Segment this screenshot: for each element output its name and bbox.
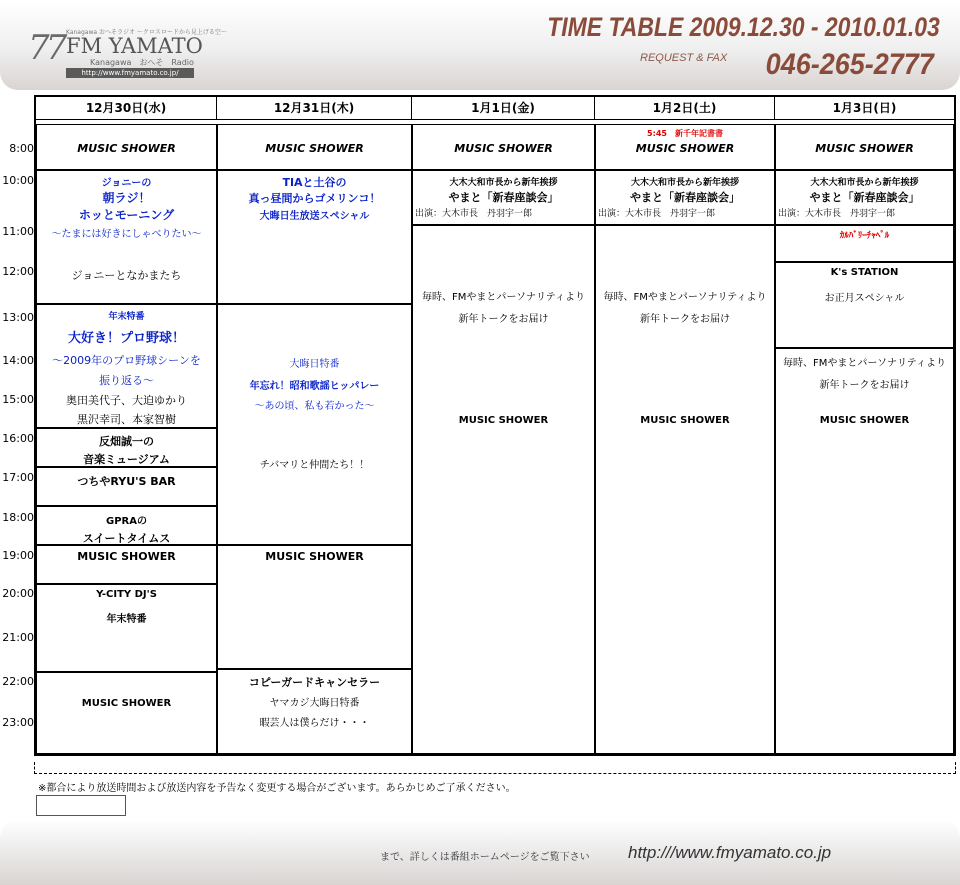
- day-header: 12月30日(水): [36, 97, 217, 120]
- program-block[interactable]: [775, 348, 954, 754]
- program-block[interactable]: [775, 225, 954, 262]
- program-title: 朝ラジ！: [102, 191, 151, 205]
- program-block[interactable]: [217, 545, 412, 669]
- program-block[interactable]: [36, 467, 217, 506]
- program-block[interactable]: [217, 170, 412, 304]
- program-block[interactable]: [36, 124, 217, 170]
- program-line: 大晦日生放送スペシャル: [259, 211, 370, 222]
- time-label: 22:00: [2, 675, 34, 688]
- time-label: 11:00: [2, 225, 34, 238]
- program-block[interactable]: [36, 506, 217, 545]
- program-line: 出演：大木市長 丹羽宇一郎: [415, 209, 533, 219]
- program-line: お正月スペシャル: [824, 293, 905, 304]
- program-title: やまと「新春座談会」: [809, 191, 920, 204]
- program-block[interactable]: [217, 304, 412, 545]
- program-line: 5:45 新千年記書書: [647, 129, 723, 138]
- program-title: 大好き！プロ野球！: [67, 331, 185, 346]
- program-line: 奥田美代子、大迫ゆかり: [66, 394, 187, 407]
- logo-subtitle: Kanagawa おへそ Radio: [90, 58, 194, 67]
- time-label: 14:00: [2, 354, 34, 367]
- program-title: MUSIC SHOWER: [265, 142, 364, 155]
- program-title: スイートタイムス: [82, 532, 171, 545]
- program-line: チバマリと仲間たち！！: [259, 460, 370, 471]
- program-title: MUSIC SHOWER: [265, 550, 364, 563]
- footer-url-link[interactable]: http:///www.fmyamato.co.jp: [628, 843, 832, 862]
- program-title: 年忘れ！昭和歌謡ヒッパレー: [249, 381, 380, 392]
- program-title: MUSIC SHOWER: [454, 142, 553, 155]
- program-title: ホッとモーニング: [78, 208, 175, 222]
- program-title: 反畑誠一の: [99, 435, 154, 448]
- time-label: 17:00: [2, 471, 34, 484]
- timetable-grid: [34, 95, 956, 756]
- time-label: 13:00: [2, 311, 34, 324]
- program-title: MUSIC SHOWER: [640, 415, 730, 426]
- time-label: 23:00: [2, 716, 34, 729]
- program-block[interactable]: [217, 669, 412, 754]
- program-line: 大木大和市長から新年挨拶: [630, 178, 739, 188]
- program-line: 新年トークをお届け: [819, 380, 910, 391]
- program-title: MUSIC SHOWER: [819, 415, 910, 426]
- program-title: ｶﾙﾊﾞﾘｰﾁｬﾍﾟﾙ: [839, 231, 890, 241]
- program-line: ヤマカジ大晦日特番: [269, 698, 360, 709]
- program-title: 年末特番: [106, 614, 147, 625]
- program-line: 毎時、FMやまとパーソナリティより: [603, 292, 767, 303]
- program-line: 新年トークをお届け: [640, 314, 730, 325]
- dashed-divider: [34, 762, 956, 774]
- program-block[interactable]: [775, 170, 954, 225]
- program-title: GPRAの: [106, 516, 147, 527]
- program-line: 振り返る～: [99, 374, 154, 387]
- program-line: 出演：大木市長 丹羽宇一郎: [598, 209, 716, 219]
- day-header: 12月31日(木): [217, 97, 412, 120]
- page-title: TIME TABLE 2009.12.30 - 2010.01.03: [547, 12, 940, 42]
- program-block[interactable]: [412, 124, 595, 170]
- time-label: 21:00: [2, 631, 34, 644]
- program-block[interactable]: [412, 225, 595, 754]
- day-header: 1月2日(土): [595, 97, 775, 120]
- time-label: 16:00: [2, 432, 34, 445]
- program-line: ～あの頃、私も若かった～: [254, 401, 375, 412]
- logo-name: FM YAMATO: [66, 34, 203, 58]
- program-title: ジョニーとなかまたち: [71, 269, 182, 282]
- program-title: TIAと土谷の: [282, 176, 347, 189]
- program-title: やまと「新春座談会」: [630, 191, 740, 204]
- program-title: MUSIC SHOWER: [635, 142, 735, 155]
- program-line: 暇芸人は僕らだけ・・・: [259, 718, 370, 729]
- program-title: MUSIC SHOWER: [77, 142, 176, 155]
- day-header: 1月1日(金): [412, 97, 595, 120]
- logo-tagline: Kanagawa おへそラジオ ～クロスロードから見上げる空～: [66, 29, 227, 36]
- program-title: コピーガードキャンセラー: [248, 676, 381, 689]
- request-fax-label: REQUEST & FAX: [640, 52, 728, 64]
- program-title: MUSIC SHOWER: [815, 142, 914, 155]
- program-line: 大晦日特番: [289, 359, 340, 370]
- phone-number: 046-265-2777: [765, 48, 934, 81]
- program-block[interactable]: [775, 262, 954, 348]
- program-title: やまと「新春座談会」: [448, 191, 559, 204]
- program-title: 真っ昼間からゴメリンコ！: [248, 192, 381, 205]
- program-block[interactable]: [36, 672, 217, 754]
- fm-yamato-logo[interactable]: [22, 20, 227, 78]
- page-header: [0, 0, 960, 90]
- program-title: MUSIC SHOWER: [77, 550, 176, 563]
- logo-mark-icon: 77: [28, 28, 64, 68]
- program-line: 毎時、FMやまとパーソナリティより: [783, 358, 946, 369]
- program-title: MUSIC SHOWER: [458, 415, 549, 426]
- program-title: MUSIC SHOWER: [81, 698, 172, 709]
- program-line: 新年トークをお届け: [458, 314, 549, 325]
- program-line: 出演：大木市長 丹羽宇一郎: [778, 209, 896, 219]
- time-label: 20:00: [2, 587, 34, 600]
- program-block[interactable]: [775, 124, 954, 170]
- program-block[interactable]: [595, 170, 775, 225]
- program-block[interactable]: [595, 124, 775, 170]
- footer-text: まで、詳しくは番組ホームページをご覧下さい: [380, 852, 590, 863]
- program-line: 黒沢幸司、本家智樹: [77, 413, 176, 426]
- time-label: 12:00: [2, 265, 34, 278]
- blank-box: [36, 795, 126, 816]
- time-label: 10:00: [2, 174, 34, 187]
- program-title: 音楽ミュージアム: [83, 453, 170, 466]
- program-block[interactable]: [36, 545, 217, 584]
- program-block[interactable]: [36, 170, 217, 304]
- program-block[interactable]: [36, 428, 217, 467]
- program-line: 大木大和市長から新年挨拶: [810, 178, 919, 188]
- time-label: 15:00: [2, 393, 34, 406]
- program-title: K's STATION: [830, 267, 899, 278]
- program-block[interactable]: [412, 170, 595, 225]
- program-block[interactable]: [36, 304, 217, 428]
- day-header: 1月3日(日): [775, 97, 954, 120]
- disclaimer-note: ※都合により放送時間および放送内容を予告なく変更する場合がございます。あらかじめご了承ください。: [38, 783, 516, 794]
- program-line: ～2009年のプロ野球シーンを: [52, 354, 201, 367]
- program-title: Y-CITY DJ'S: [96, 589, 157, 600]
- program-line: ジョニーの: [101, 178, 152, 189]
- program-block[interactable]: [217, 124, 412, 170]
- program-line: 年末特番: [108, 312, 145, 322]
- time-label: 8:00: [9, 142, 34, 155]
- program-block[interactable]: [595, 225, 775, 754]
- program-title: つちやRYU'S BAR: [77, 475, 176, 488]
- program-line: 毎時、FMやまとパーソナリティより: [422, 292, 585, 303]
- logo-url[interactable]: http://www.fmyamato.co.jp/: [66, 68, 194, 78]
- program-line: ～たまには好きにしゃべりたい～: [51, 229, 202, 240]
- time-label: 19:00: [2, 549, 34, 562]
- time-label: 18:00: [2, 511, 34, 524]
- program-block[interactable]: [36, 584, 217, 672]
- program-line: 大木大和市長から新年挨拶: [449, 178, 558, 188]
